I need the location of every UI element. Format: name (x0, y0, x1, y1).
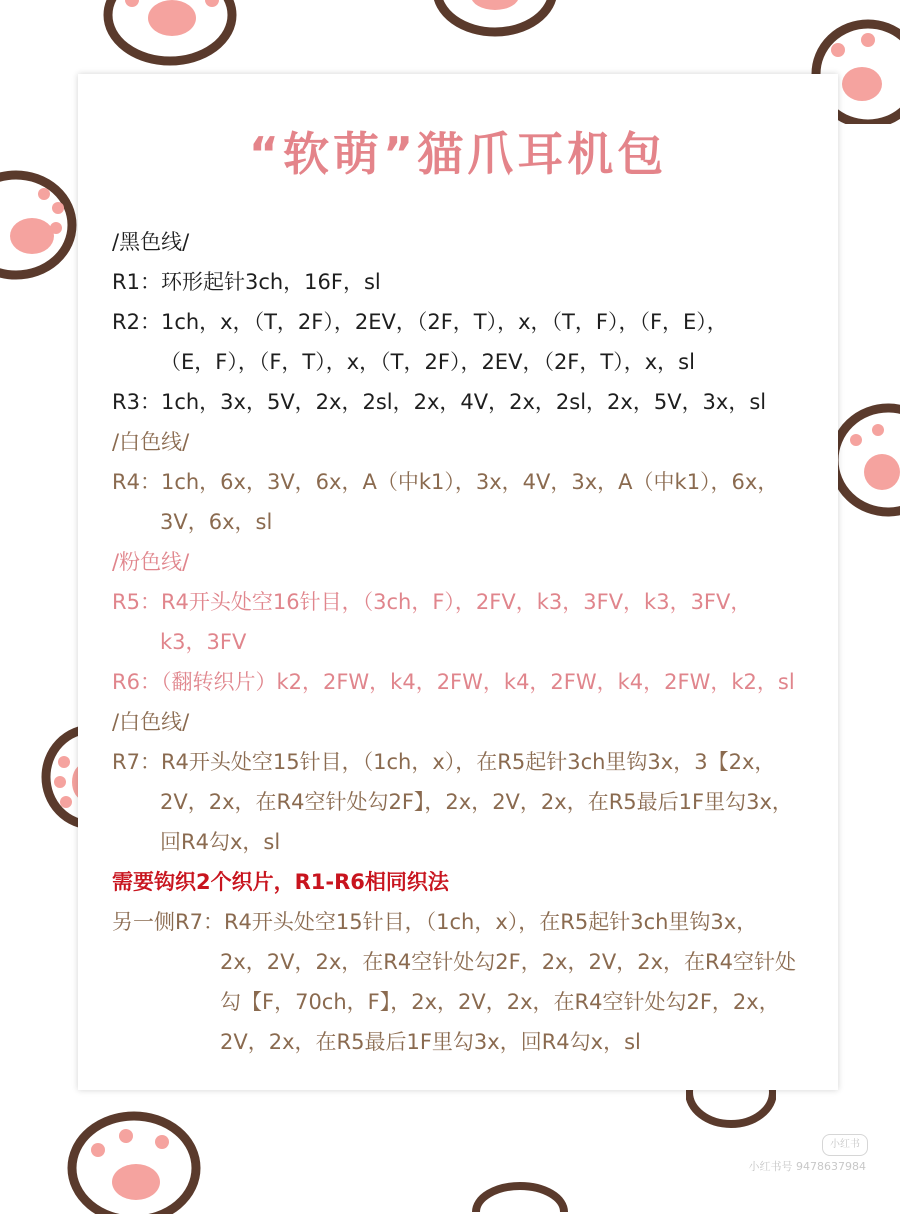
pattern-line: 回R4勾x，sl (160, 830, 281, 854)
cat-paw-icon (470, 1182, 570, 1212)
section-heading: /黑色线/ (112, 230, 190, 254)
cat-paw-icon (828, 400, 900, 520)
pattern-line: 2x，2V，2x，在R4空针处勾2F，2x，2V，2x，在R4空针处 (220, 950, 796, 974)
pattern-line: R7：R4开头处空15针目，（1ch，x），在R5起针3ch里钩3x，3【2x， (112, 750, 776, 774)
pattern-line: R3：1ch，3x，5V，2x，2sl，2x，4V，2x，2sl，2x，5V，3x，sl (112, 390, 767, 414)
pattern-line: 3V，6x，sl (160, 510, 273, 534)
pattern-line: R5：R4开头处空16针目，（3ch，F），2FV，k3，3FV，k3，3FV， (112, 590, 752, 614)
pattern-line: R4：1ch，6x，3V，6x，A（中k1），3x，4V，3x，A（中k1），6x， (112, 470, 779, 494)
app-logo: 小红书 (822, 1134, 868, 1156)
pattern-card (78, 74, 838, 1090)
section-heading: /粉色线/ (112, 550, 190, 574)
section-heading: /白色线/ (112, 430, 190, 454)
cat-paw-icon (0, 170, 80, 280)
pattern-line: 另一侧R7：R4开头处空15针目，（1ch，x），在R5起针3ch里钩3x， (112, 910, 758, 934)
cat-paw-icon (100, 0, 240, 70)
pattern-line: R2：1ch，x，（T，2F），2EV，（2F，T），x，（T，F），（F，E）， (112, 310, 728, 334)
pattern-line: k3，3FV (160, 630, 247, 654)
pattern-line: R6：（翻转织片）k2，2FW，k4，2FW，k4，2FW，k4，2FW，k2，sl (112, 670, 795, 694)
pattern-line: 2V，2x，在R5最后1F里勾3x，回R4勾x，sl (220, 1030, 641, 1054)
pattern-line: R1：环形起针3ch，16F，sl (112, 270, 381, 294)
pattern-line: 2V，2x，在R4空针处勾2F】，2x，2V，2x，在R5最后1F里勾3x， (160, 790, 793, 814)
section-heading: /白色线/ (112, 710, 190, 734)
note-text: 需要钩织2个织片，R1-R6相同织法 (112, 870, 449, 894)
page-title: “软萌”猫爪耳机包 (248, 127, 668, 181)
cat-paw-icon (430, 0, 560, 40)
pattern-line: 勾【F，70ch，F】，2x，2V，2x，在R4空针处勾2F，2x， (220, 990, 780, 1014)
cat-paw-icon (64, 1104, 204, 1214)
pattern-line: （E，F），（F，T），x，（T，2F），2EV，（2F，T），x，sl (160, 350, 695, 374)
watermark: 小红书号 9478637984 (748, 1160, 866, 1173)
